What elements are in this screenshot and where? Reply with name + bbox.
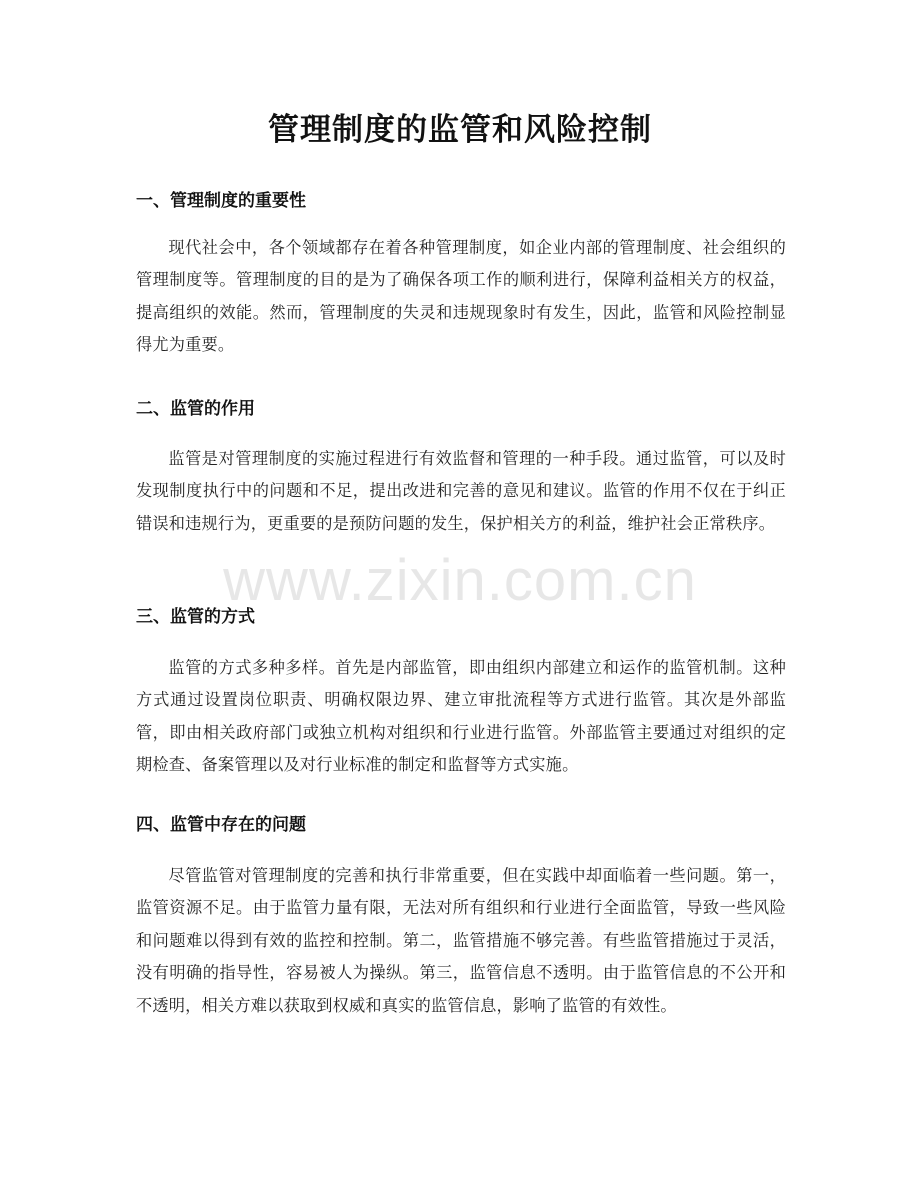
section-body-role-of-supervision: 监管是对管理制度的实施过程进行有效监督和管理的一种手段。通过监管，可以及时发现制度执行中的问题和不足，提出改进和完善的意见和建议。监管的作用不仅在于纠正错误和违规行为，更重要的是预防问题的发生，保护相关方的利益，维护社会正常秩序。 [136,449,786,533]
section-body-supervision-methods: 监管的方式多种多样。首先是内部监管，即由组织内部建立和运作的监管机制。这种方式通过设置岗位职责、明确权限边界、建立审批流程等方式进行监管。其次是外部监管，即由相关政府部门或独立机构对组织和行业进行监管。外部监管主要通过对组织的定期检查、备案管理以及对行业标准的制定和监督等方式实施。 [136,658,786,775]
section-heading-supervision-methods: 三、监管的方式 [136,607,255,627]
section-heading-role-of-supervision: 二、监管的作用 [136,399,255,419]
document-title: 管理制度的监管和风险控制 [268,112,652,148]
section-body-supervision-problems: 尽管监管对管理制度的完善和执行非常重要，但在实践中却面临着一些问题。第一，监管资源不足。由于监管力量有限，无法对所有组织和行业进行全面监管，导致一些风险和问题难以得到有效的监控和控制。第二，监管措施不够完善。有些监管措施过于灵活，没有明确的指导性，容易被人为操纵。第三，监管信息不透明。由于监管信息的不公开和不透明，相关方难以获取到权威和真实的监管信息，影响了监管的有效性。 [136,866,786,1015]
section-heading-supervision-problems: 四、监管中存在的问题 [136,815,306,835]
section-heading-importance: 一、管理制度的重要性 [136,191,306,211]
section-body-importance: 现代社会中，各个领域都存在着各种管理制度，如企业内部的管理制度、社会组织的管理制度等。管理制度的目的是为了确保各项工作的顺利进行，保障利益相关方的权益，提高组织的效能。然而，管理制度的失灵和违规现象时有发生，因此，监管和风险控制显得尤为重要。 [136,238,786,355]
watermark-text: www.zixin.com.cn [223,548,697,613]
